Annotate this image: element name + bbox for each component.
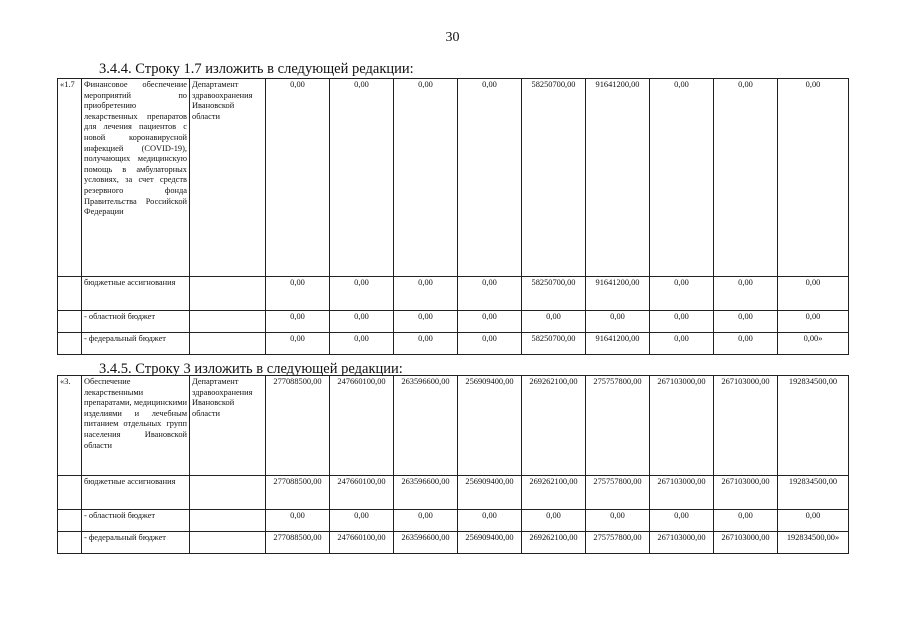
empty-cell [58, 476, 82, 510]
value-cell: 0,00 [522, 311, 586, 333]
value-cell: 0,00 [330, 311, 394, 333]
table-row-main [58, 376, 849, 476]
value-cell: 192834500,00» [778, 532, 849, 554]
value-cell: 275757800,00 [586, 376, 650, 476]
value-cell: 247660100,00 [330, 532, 394, 554]
value-cell: 263596600,00 [394, 532, 458, 554]
row-label: бюджетные ассигнования [82, 277, 190, 311]
row-label: - федеральный бюджет [82, 532, 190, 554]
value-cell: 0,00 [522, 510, 586, 532]
empty-cell [190, 333, 266, 355]
value-cell: 0,00 [714, 277, 778, 311]
row-label: - областной бюджет [82, 311, 190, 333]
value-cell: 263596600,00 [394, 476, 458, 510]
value-cell: 58250700,00 [522, 277, 586, 311]
empty-cell [190, 532, 266, 554]
value-cell: 192834500,00 [778, 476, 849, 510]
value-cell: 0,00 [778, 277, 849, 311]
value-cell: 0,00 [586, 510, 650, 532]
value-cell: 0,00 [650, 277, 714, 311]
measure-name: Обеспечение лекарственными препаратами, медицинскими изделиями и лечебным питанием отдельных групп населения Ивановской области [82, 376, 190, 476]
value-cell: 0,00 [714, 311, 778, 333]
value-cell: 267103000,00 [714, 476, 778, 510]
value-cell: 275757800,00 [586, 476, 650, 510]
budget-table-row-3 [57, 375, 849, 554]
value-cell: 263596600,00 [394, 376, 458, 476]
empty-cell [58, 311, 82, 333]
value-cell: 277088500,00 [266, 476, 330, 510]
department-name: Департамент здравоохранения Ивановской области [190, 79, 266, 277]
value-cell: 0,00 [330, 510, 394, 532]
page-number: 30 [445, 30, 460, 45]
value-cell: 0,00 [394, 311, 458, 333]
value-cell: 0,00 [394, 79, 458, 277]
section-heading-1-7: 3.4.4. Строку 1.7 изложить в следующей редакции: [99, 61, 414, 77]
empty-cell [58, 532, 82, 554]
value-cell: 0,00 [266, 79, 330, 277]
value-cell: 0,00 [714, 333, 778, 355]
value-cell: 0,00 [714, 79, 778, 277]
value-cell: 0,00 [650, 510, 714, 532]
value-cell: 269262100,00 [522, 532, 586, 554]
empty-cell [190, 277, 266, 311]
value-cell: 269262100,00 [522, 476, 586, 510]
table-row-regional-budget [58, 510, 849, 532]
value-cell: 0,00 [714, 510, 778, 532]
table-row-budget-allocations [58, 476, 849, 510]
row-code: «3. [58, 376, 82, 476]
value-cell: 247660100,00 [330, 376, 394, 476]
value-cell: 277088500,00 [266, 376, 330, 476]
value-cell: 267103000,00 [714, 376, 778, 476]
value-cell: 91641200,00 [586, 277, 650, 311]
empty-cell [190, 510, 266, 532]
value-cell: 91641200,00 [586, 333, 650, 355]
value-cell: 91641200,00 [586, 79, 650, 277]
empty-cell [190, 476, 266, 510]
value-cell: 0,00 [650, 311, 714, 333]
value-cell: 0,00 [394, 277, 458, 311]
value-cell: 267103000,00 [650, 476, 714, 510]
value-cell: 267103000,00 [650, 532, 714, 554]
row-label: - областной бюджет [82, 510, 190, 532]
measure-name: Финансовое обеспечение мероприятий по приобретению лекарственных препаратов для лечения пациентов с новой коронавирусной инфекцией (COVID-19), получающих медицинскую помощь в амбулаторных условиях, за счет средств резервного фонда Правительства Российской Федерации [82, 79, 190, 277]
value-cell: 0,00 [458, 277, 522, 311]
value-cell: 267103000,00 [650, 376, 714, 476]
value-cell: 0,00 [778, 79, 849, 277]
value-cell: 0,00» [778, 333, 849, 355]
value-cell: 256909400,00 [458, 476, 522, 510]
empty-cell [190, 311, 266, 333]
value-cell: 0,00 [778, 510, 849, 532]
value-cell: 0,00 [458, 311, 522, 333]
row-label: бюджетные ассигнования [82, 476, 190, 510]
section-heading-3: 3.4.5. Строку 3 изложить в следующей редакции: [99, 361, 403, 377]
row-label: - федеральный бюджет [82, 333, 190, 355]
value-cell: 0,00 [266, 510, 330, 532]
department-name: Департамент здравоохранения Ивановской области [190, 376, 266, 476]
empty-cell [58, 510, 82, 532]
value-cell: 256909400,00 [458, 376, 522, 476]
value-cell: 0,00 [330, 79, 394, 277]
row-code: «1.7 [58, 79, 82, 277]
empty-cell [58, 277, 82, 311]
value-cell: 277088500,00 [266, 532, 330, 554]
value-cell: 275757800,00 [586, 532, 650, 554]
value-cell: 0,00 [458, 333, 522, 355]
table-row-budget-allocations [58, 277, 849, 311]
empty-cell [58, 333, 82, 355]
value-cell: 0,00 [394, 333, 458, 355]
value-cell: 0,00 [650, 333, 714, 355]
value-cell: 0,00 [266, 333, 330, 355]
value-cell: 0,00 [330, 333, 394, 355]
table-row-main [58, 79, 849, 277]
value-cell: 0,00 [458, 510, 522, 532]
value-cell: 0,00 [394, 510, 458, 532]
value-cell: 267103000,00 [714, 532, 778, 554]
value-cell: 58250700,00 [522, 333, 586, 355]
table-row-federal-budget [58, 532, 849, 554]
value-cell: 192834500,00 [778, 376, 849, 476]
value-cell: 0,00 [778, 311, 849, 333]
table-row-federal-budget [58, 333, 849, 355]
value-cell: 0,00 [586, 311, 650, 333]
table-row-regional-budget [58, 311, 849, 333]
value-cell: 0,00 [458, 79, 522, 277]
value-cell: 256909400,00 [458, 532, 522, 554]
budget-table-row-1-7 [57, 78, 849, 355]
value-cell: 0,00 [330, 277, 394, 311]
value-cell: 247660100,00 [330, 476, 394, 510]
value-cell: 0,00 [266, 311, 330, 333]
value-cell: 269262100,00 [522, 376, 586, 476]
value-cell: 58250700,00 [522, 79, 586, 277]
value-cell: 0,00 [650, 79, 714, 277]
value-cell: 0,00 [266, 277, 330, 311]
